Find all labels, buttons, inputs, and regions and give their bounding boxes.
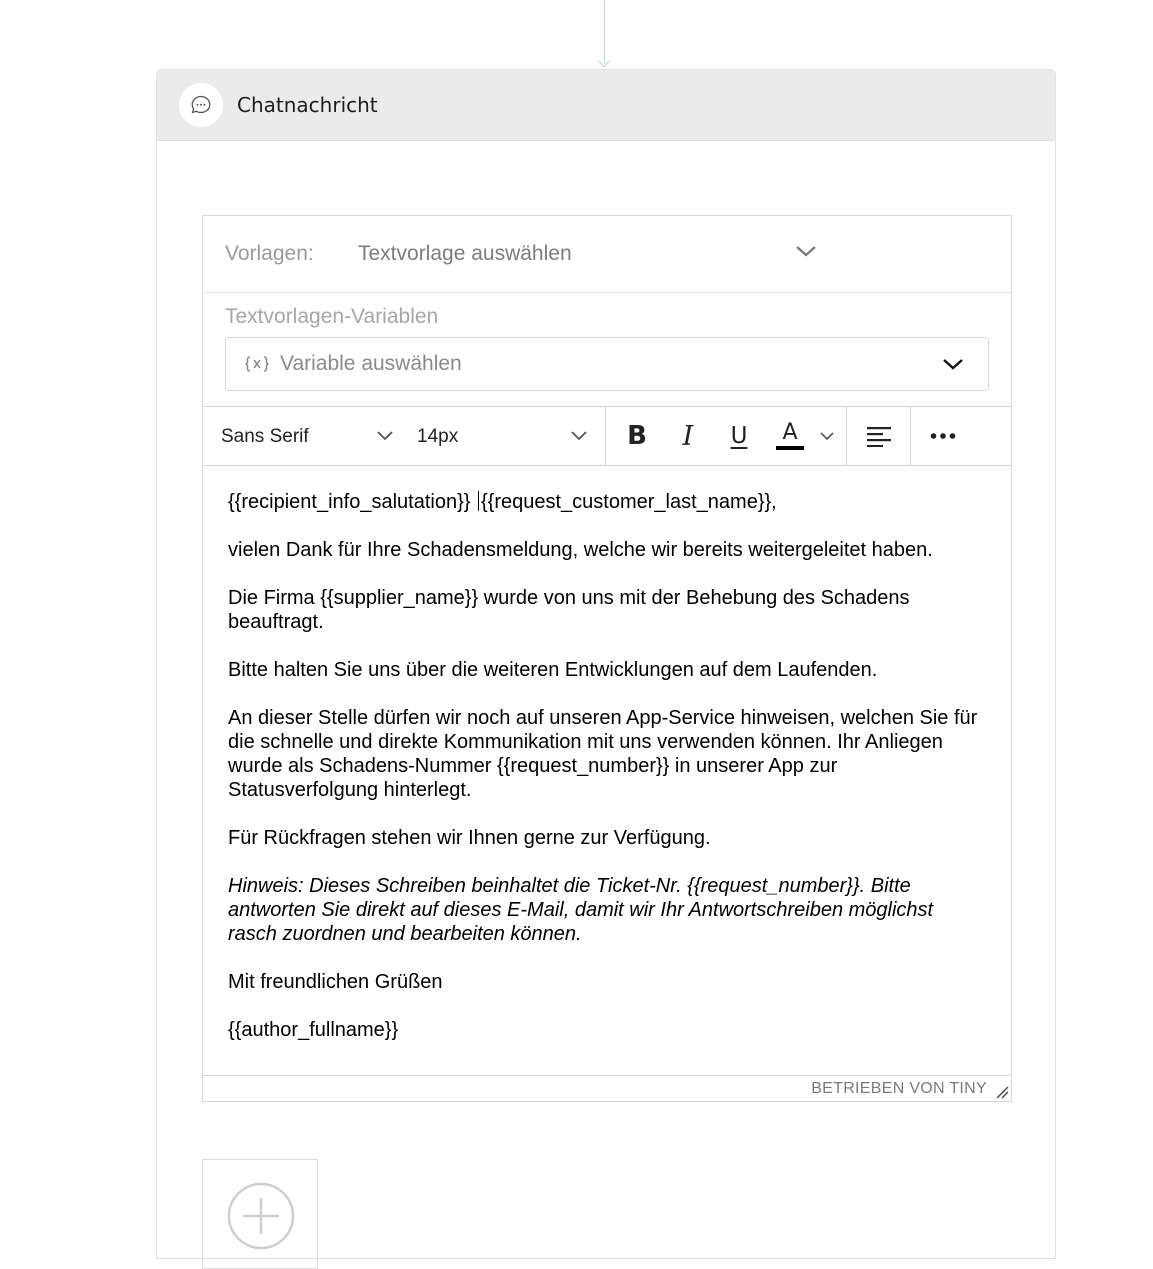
paragraph: Hinweis: Dieses Schreiben beinhaltet die Ticket-Nr. {{request_number}}. Bitte antworten Sie direkt auf dieses E-Mail, damit wir Ihr Antwortschreiben möglichst rasch zuordnen und bearbeiten können.: [228, 875, 934, 945]
italic-button[interactable]: [673, 421, 703, 451]
more-options-button[interactable]: [911, 407, 974, 465]
font-size-select[interactable]: 14px: [417, 426, 459, 447]
card-header[interactable]: [157, 70, 1055, 141]
font-family-select[interactable]: Sans Serif: [221, 426, 309, 447]
variable-select[interactable]: [225, 337, 989, 391]
underline-icon: U: [730, 423, 748, 449]
add-step-button[interactable]: [202, 1159, 318, 1269]
chevron-down-icon[interactable]: [571, 431, 587, 441]
chevron-down-icon[interactable]: [820, 432, 834, 441]
paragraph: Die Firma {{supplier_name}} wurde von uns mit der Behebung des Schadens beauftragt.: [228, 587, 910, 633]
paragraph: vielen Dank für Ihre Schadensmeldung, welche wir bereits weitergeleitet haben.: [228, 539, 933, 561]
chevron-down-icon[interactable]: [795, 244, 817, 258]
message-editor: [202, 215, 1012, 1102]
chat-bubble-icon: [179, 83, 223, 127]
bold-icon: B: [627, 421, 647, 451]
paragraph: {{author_fullname}}: [228, 1019, 399, 1041]
template-label: Vorlagen:: [225, 242, 314, 265]
card-title: Chatnachricht: [237, 93, 378, 117]
variable-braces-icon: [244, 355, 270, 373]
flow-connector-arrow-icon: [598, 57, 610, 69]
font-controls: [203, 407, 606, 465]
editor-content[interactable]: [203, 466, 1011, 1042]
text-color-swatch: [776, 446, 804, 450]
paragraph: An dieser Stelle dürfen wir noch auf unseren App-Service hinweisen, welchen Sie für die schnelle und direkte Kommunikation mit uns verwenden können. Ihr Anliegen wurde als Schadens-Nummer {{request_number}} in unserer App zur Statusverfolgung hinterlegt.: [228, 707, 978, 801]
format-controls: [606, 407, 847, 465]
template-select-value[interactable]: Textvorlage auswählen: [358, 242, 572, 265]
italic-icon: I: [682, 420, 694, 452]
paragraph: Bitte halten Sie uns über die weiteren Entwicklungen auf dem Laufenden.: [228, 659, 878, 681]
tiny-branding-link[interactable]: BETRIEBEN VON TINY: [811, 1079, 987, 1097]
paragraph: Mit freundlichen Grüßen: [228, 971, 443, 993]
chat-message-step-card: [156, 69, 1056, 1259]
paragraph: Für Rückfragen stehen wir Ihnen gerne zur Verfügung.: [228, 827, 711, 849]
chevron-down-icon[interactable]: [377, 431, 393, 441]
chevron-down-icon[interactable]: [942, 357, 964, 371]
underline-button[interactable]: [724, 421, 754, 451]
more-icon: [930, 432, 956, 440]
paragraph: [228, 490, 986, 514]
align-left-button[interactable]: [847, 407, 911, 465]
text-color-icon: A: [782, 420, 798, 445]
variable-select-placeholder: Variable auswählen: [280, 352, 462, 375]
variables-label: Textvorlagen-Variablen: [225, 305, 439, 328]
text-segment: {{request_customer_last_name}},: [480, 491, 777, 513]
editor-toolbar: [203, 407, 1011, 466]
text-segment: {{recipient_info_salutation}}: [228, 491, 476, 513]
variables-section: [203, 293, 1011, 407]
resize-handle-icon[interactable]: [995, 1085, 1009, 1099]
template-select[interactable]: [203, 216, 1011, 293]
editor-statusbar: [203, 1075, 1011, 1101]
flow-connector-line: [604, 0, 605, 64]
text-caret: [478, 491, 479, 511]
text-color-button[interactable]: [775, 421, 805, 451]
align-left-icon: [866, 425, 892, 447]
bold-button[interactable]: [622, 421, 652, 451]
plus-circle-icon: [227, 1182, 295, 1250]
